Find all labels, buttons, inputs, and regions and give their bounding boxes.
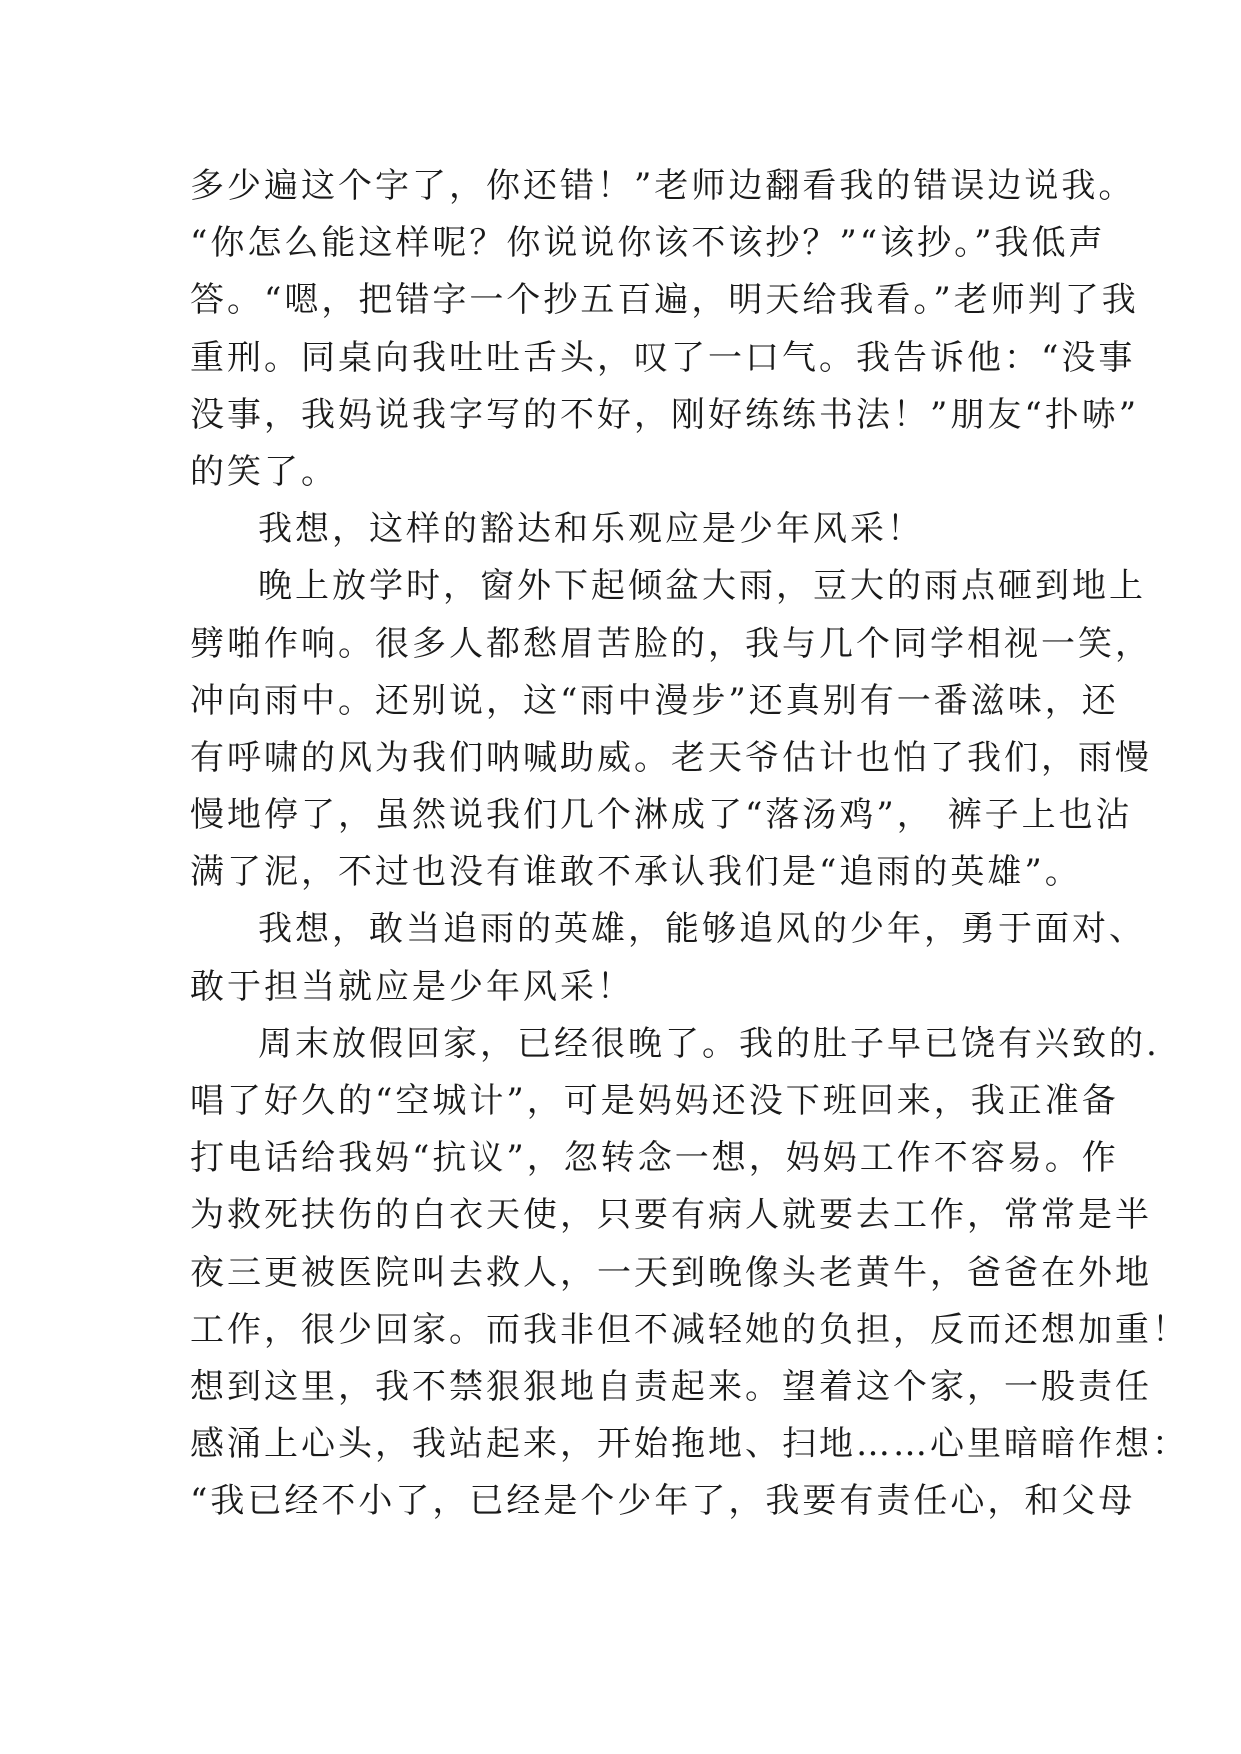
text-line: 冲向雨中。还别说，这“雨中漫步”还真别有一番滋味，还 — [190, 680, 1119, 721]
text-line: 工作，很少回家。而我非但不减轻她的负担，反而还想加重！ — [190, 1309, 1189, 1350]
text-line: 为救死扶伤的白衣天使，只要有病人就要去工作，常常是半 — [190, 1195, 1152, 1236]
text-line: “我已经不小了，已经是个少年了，我要有责任心，和父母 — [190, 1481, 1136, 1522]
text-line: 夜三更被医院叫去救人，一天到晚像头老黄牛，爸爸在外地 — [190, 1252, 1152, 1293]
text-line: 劈啪作响。很多人都愁眉苦脸的，我与几个同学相视一笑， — [190, 623, 1152, 664]
paragraph-start-line: 周末放假回家，已经很晚了。我的肚子早已饶有兴致的. — [258, 1023, 1160, 1064]
text-line: 没事，我妈说我字写的不好，刚好练练书法！”朋友“扑哧” — [190, 394, 1140, 435]
text-line: 想到这里，我不禁狠狠地自责起来。望着这个家，一股责任 — [190, 1366, 1152, 1407]
paragraph-start-line: 我想，这样的豁达和乐观应是少年风采！ — [258, 509, 924, 550]
paragraph-start-line: 晚上放学时，窗外下起倾盆大雨，豆大的雨点砸到地上 — [258, 566, 1146, 607]
text-line: 重刑。同桌向我吐吐舌头，叹了一口气。我告诉他：“没事 — [190, 337, 1136, 378]
text-line: 慢地停了，虽然说我们几个淋成了“落汤鸡”， 裤子上也沾 — [190, 795, 1133, 836]
essay-body — [190, 158, 1189, 1531]
text-line: 多少遍这个字了，你还错！”老师边翻看我的错误边说我。 — [190, 166, 1136, 206]
paragraph-start-line: 我想，敢当追雨的英雄，能够追风的少年，勇于面对、 — [258, 909, 1146, 950]
text-line: 有呼啸的风为我们呐喊助威。老天爷估计也怕了我们，雨慢 — [190, 737, 1152, 778]
text-line: “你怎么能这样呢？你说说你该不该抄？”“该抄。”我低声 — [190, 223, 1106, 264]
text-line: 唱了好久的“空城计”，可是妈妈还没下班回来，我正准备 — [190, 1081, 1119, 1121]
text-line: 敢于担当就应是少年风采！ — [190, 966, 634, 1007]
text-line: 打电话给我妈“抗议”，忽转念一想，妈妈工作不容易。作 — [190, 1138, 1119, 1179]
text-line: 答。“嗯，把错字一个抄五百遍，明天给我看。”老师判了我 — [190, 280, 1139, 321]
text-line: 感涌上心头，我站起来，开始拖地、扫地……心里暗暗作想： — [190, 1424, 1189, 1465]
text-line: 的笑了。 — [190, 451, 338, 492]
text-line: 满了泥，不过也没有谁敢不承认我们是“追雨的英雄”。 — [190, 852, 1082, 893]
